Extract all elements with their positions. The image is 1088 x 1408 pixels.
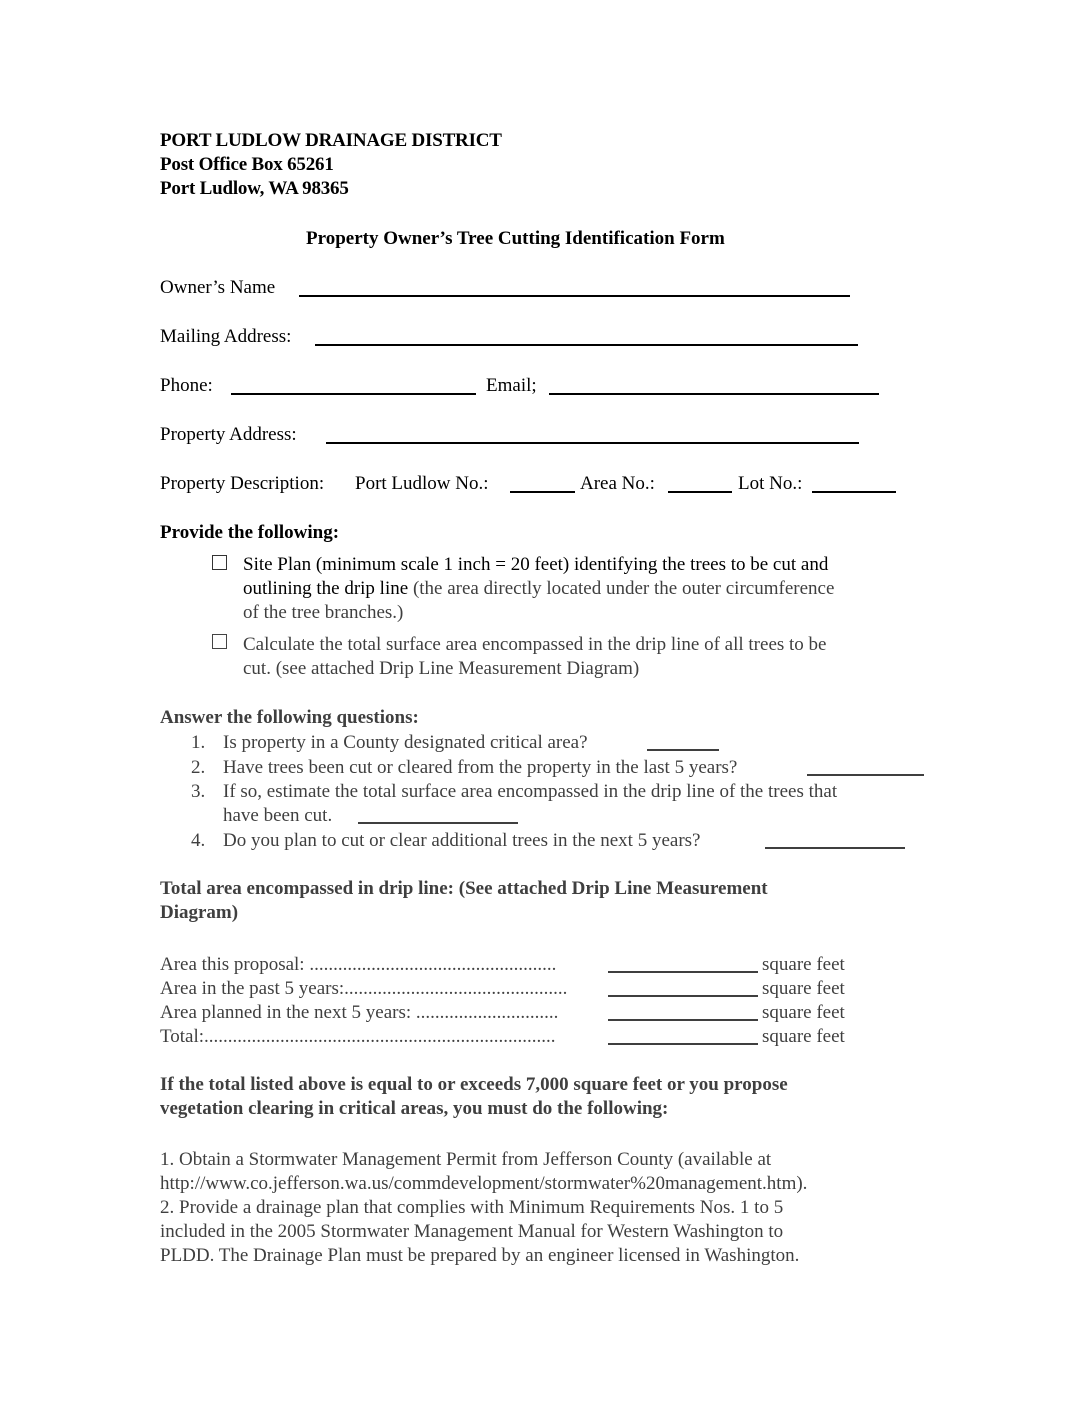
site-plan-line2 (243, 577, 834, 602)
owner-name-label: Owner’s Name (160, 277, 276, 298)
site-plan-line3: of the tree branches.) (243, 602, 404, 623)
mailing-address-field[interactable] (315, 344, 858, 346)
area-this-proposal-unit: square feet (762, 954, 845, 975)
provide-heading: Provide the following: (160, 522, 340, 543)
calculate-area-checkbox[interactable] (212, 634, 227, 649)
port-ludlow-no-field[interactable] (510, 491, 575, 493)
owner-name-field[interactable] (299, 295, 850, 297)
email-field[interactable] (549, 393, 879, 395)
area-past-5-years-label: Area in the past 5 years:............................................... (160, 978, 568, 999)
area-past-5-years-unit: square feet (762, 978, 845, 999)
requirements-heading-line1: If the total listed above is equal to or exceeds 7,000 square feet or you propose (160, 1074, 788, 1095)
area-planned-unit: square feet (762, 1002, 845, 1023)
area-this-proposal-field[interactable] (608, 971, 758, 973)
requirement-line-5: PLDD. The Drainage Plan must be prepared by an engineer licensed in Washington. (160, 1245, 800, 1266)
city-state-zip: Port Ludlow, WA 98365 (160, 178, 349, 199)
form-title: Property Owner’s Tree Cutting Identification Form (306, 228, 725, 249)
site-plan-line2-gray: (the area directly located under the outer circumference (408, 578, 835, 599)
calculate-area-line1: Calculate the total surface area encompassed in the drip line of all trees to be (243, 634, 827, 655)
question-3-answer-field[interactable] (358, 822, 518, 824)
property-address-field[interactable] (326, 442, 859, 444)
calculate-area-line2: cut. (see attached Drip Line Measurement Diagram) (243, 658, 640, 679)
district-name: PORT LUDLOW DRAINAGE DISTRICT (160, 130, 502, 151)
question-3-text-cont: have been cut. (223, 805, 333, 826)
requirement-line-2-url: http://www.co.jefferson.wa.us/commdevelopment/stormwater%20management.htm). (160, 1173, 808, 1194)
mailing-address-label: Mailing Address: (160, 326, 292, 347)
requirement-line-1: 1. Obtain a Stormwater Management Permit from Jefferson County (available at (160, 1149, 772, 1170)
area-planned-label: Area planned in the next 5 years: .............................. (160, 1002, 559, 1023)
questions-heading: Answer the following questions: (160, 707, 419, 728)
requirements-heading-line2: vegetation clearing in critical areas, you must do the following: (160, 1098, 669, 1119)
question-2-answer-field[interactable] (807, 774, 924, 776)
area-this-proposal-label: Area this proposal: .................................................... (160, 954, 557, 975)
requirement-line-4: included in the 2005 Stormwater Management Manual for Western Washington to (160, 1221, 784, 1242)
question-1-answer-field[interactable] (647, 749, 719, 751)
phone-field[interactable] (231, 393, 476, 395)
question-4-text: Do you plan to cut or clear additional trees in the next 5 years? (223, 830, 701, 851)
question-1-text: Is property in a County designated critical area? (223, 732, 588, 753)
requirement-line-3: 2. Provide a drainage plan that complies with Minimum Requirements Nos. 1 to 5 (160, 1197, 784, 1218)
site-plan-line1: Site Plan (minimum scale 1 inch = 20 feet) identifying the trees to be cut and (243, 554, 829, 575)
area-past-5-years-field[interactable] (608, 995, 758, 997)
po-box: Post Office Box 65261 (160, 154, 334, 175)
email-label: Email; (486, 375, 537, 396)
site-plan-line2-black: outlining the drip line (243, 578, 409, 599)
total-area-heading-line1: Total area encompassed in drip line: (See attached Drip Line Measurement (160, 878, 768, 899)
question-2-text: Have trees been cut or cleared from the property in the last 5 years? (223, 757, 738, 778)
question-2-number: 2. (191, 757, 206, 778)
port-ludlow-no-label: Port Ludlow No.: (355, 473, 489, 494)
question-3-text: If so, estimate the total surface area encompassed in the drip line of the trees that (223, 781, 838, 802)
area-planned-field[interactable] (608, 1019, 758, 1021)
area-total-field[interactable] (608, 1043, 758, 1045)
area-total-unit: square feet (762, 1026, 845, 1047)
property-description-label: Property Description: (160, 473, 325, 494)
area-no-label: Area No.: (580, 473, 655, 494)
area-no-field[interactable] (668, 491, 732, 493)
question-3-number: 3. (191, 781, 206, 802)
total-area-heading-line2: Diagram) (160, 902, 239, 923)
lot-no-field[interactable] (812, 491, 896, 493)
question-1-number: 1. (191, 732, 206, 753)
property-address-label: Property Address: (160, 424, 297, 445)
lot-no-label: Lot No.: (738, 473, 803, 494)
question-4-answer-field[interactable] (765, 847, 905, 849)
phone-label: Phone: (160, 375, 213, 396)
question-4-number: 4. (191, 830, 206, 851)
site-plan-checkbox[interactable] (212, 555, 227, 570)
area-total-label: Total:.......................................................................... (160, 1026, 556, 1047)
